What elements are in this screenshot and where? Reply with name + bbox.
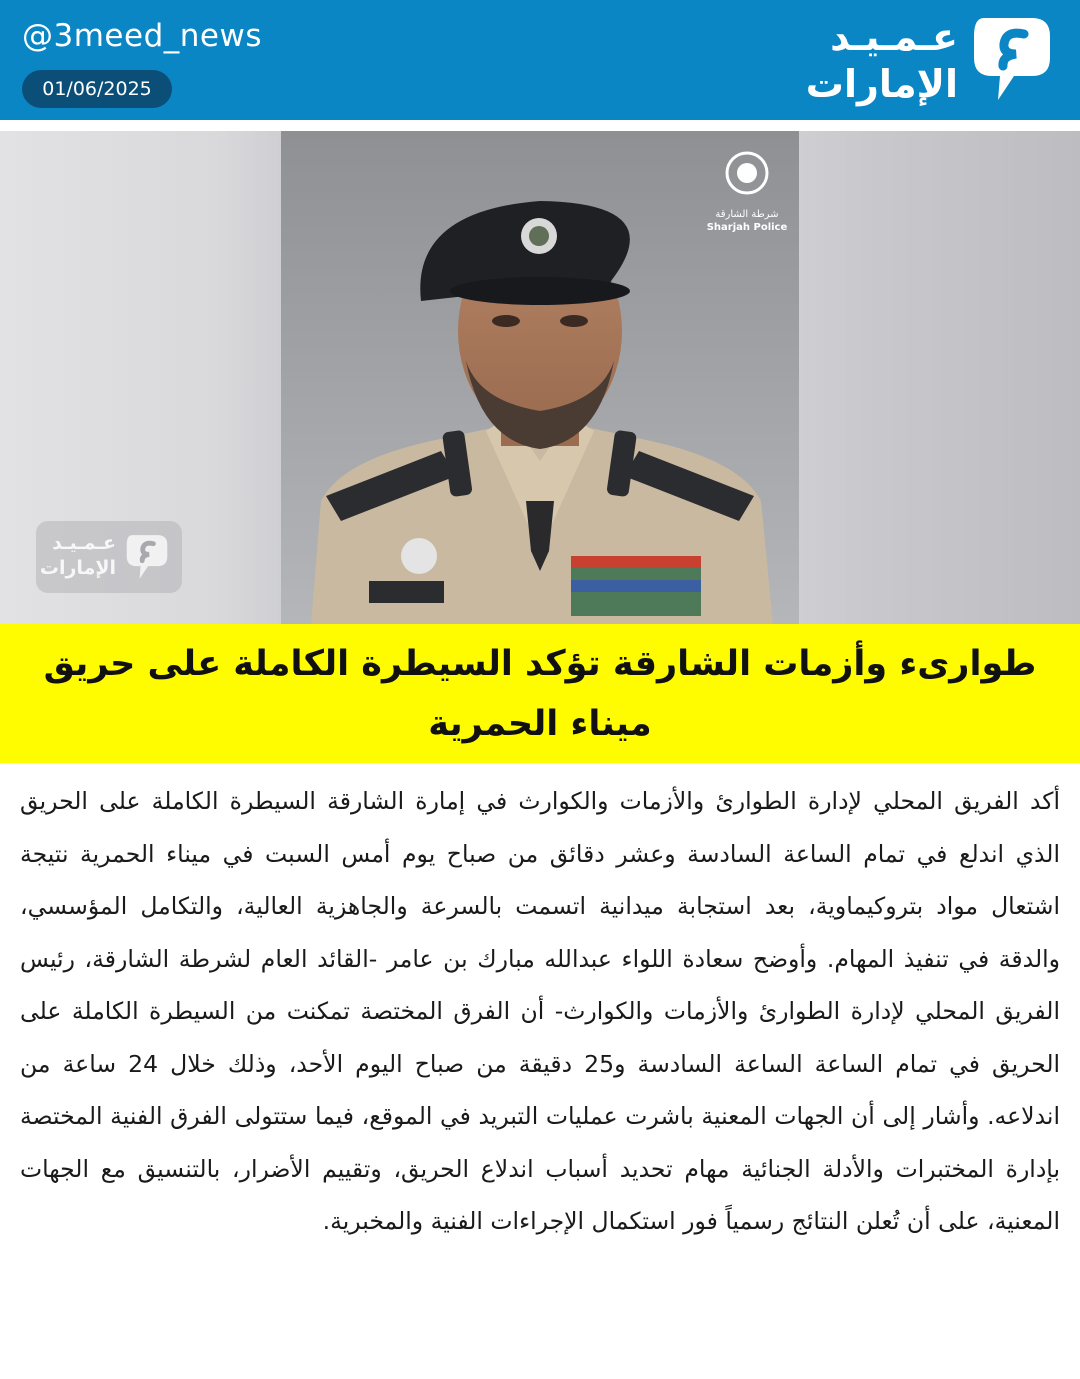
badge-text-en: Sharjah Police: [706, 222, 788, 233]
watermark: [36, 521, 182, 593]
badge-text-ar: شرطة الشارقة: [715, 209, 779, 220]
watermark-line1: عـمـيـد: [52, 532, 116, 554]
account-handle[interactable]: @3meed_news: [22, 18, 262, 54]
watermark-line2: الإمارات: [39, 557, 116, 579]
watermark-logo-icon: [124, 533, 170, 581]
brand-name-line1: عـمـيـد: [830, 15, 958, 59]
headline: طوارىء وأزمات الشارقة تؤكد السيطرة الكاملة على حريق ميناء الحمرية: [0, 624, 1080, 763]
header-bar: [0, 0, 1080, 120]
watermark-text: [40, 531, 116, 581]
date-badge: 01/06/2025: [22, 70, 172, 108]
brand-name-line2: الإمارات: [805, 62, 958, 106]
article-body: أكد الفريق المحلي لإدارة الطوارئ والأزمات والكوارث في إمارة الشارقة السيطرة الكاملة على الحريق الذي اندلع في تمام الساعة السادسة وعشر دقائق من صباح يوم أمس السبت في ميناء الحمرية نتيجة اشتعال مواد بتروكيماوية، بعد استجابة ميدانية اتسمت بالسرعة والجاهزية العالية، والتكامل المؤسسي، والدقة في تنفيذ المهام. وأوضح سعادة اللواء عبدالله مبارك بن عامر -القائد العام لشرطة الشارقة، رئيس الفريق المحلي لإدارة الطوارئ والأزمات والكوارث- أن الفرق المختصة تمكنت من السيطرة الكاملة على الحريق في تمام الساعة الساعة السادسة و25 دقيقة من صباح اليوم الأحد، وذلك خلال 24 ساعة من اندلاعه. وأشار إلى أن الجهات المعنية باشرت عمليات التبريد في الموقع، فيما ستتولى الفرق الفنية المختصة بإدارة المختبرات والأدلة الجنائية مهام تحديد أسباب اندلاع الحريق، وتقييم الأضرار، بالتنسيق مع الجهات المعنية، على أن تُعلن النتائج رسمياً فور استكمال الإجراءات الفنية والمخبرية.: [20, 787, 1061, 1235]
portrait-photo: [281, 131, 799, 624]
3meed-logo-icon: [970, 14, 1054, 104]
brand-name: [806, 14, 958, 108]
